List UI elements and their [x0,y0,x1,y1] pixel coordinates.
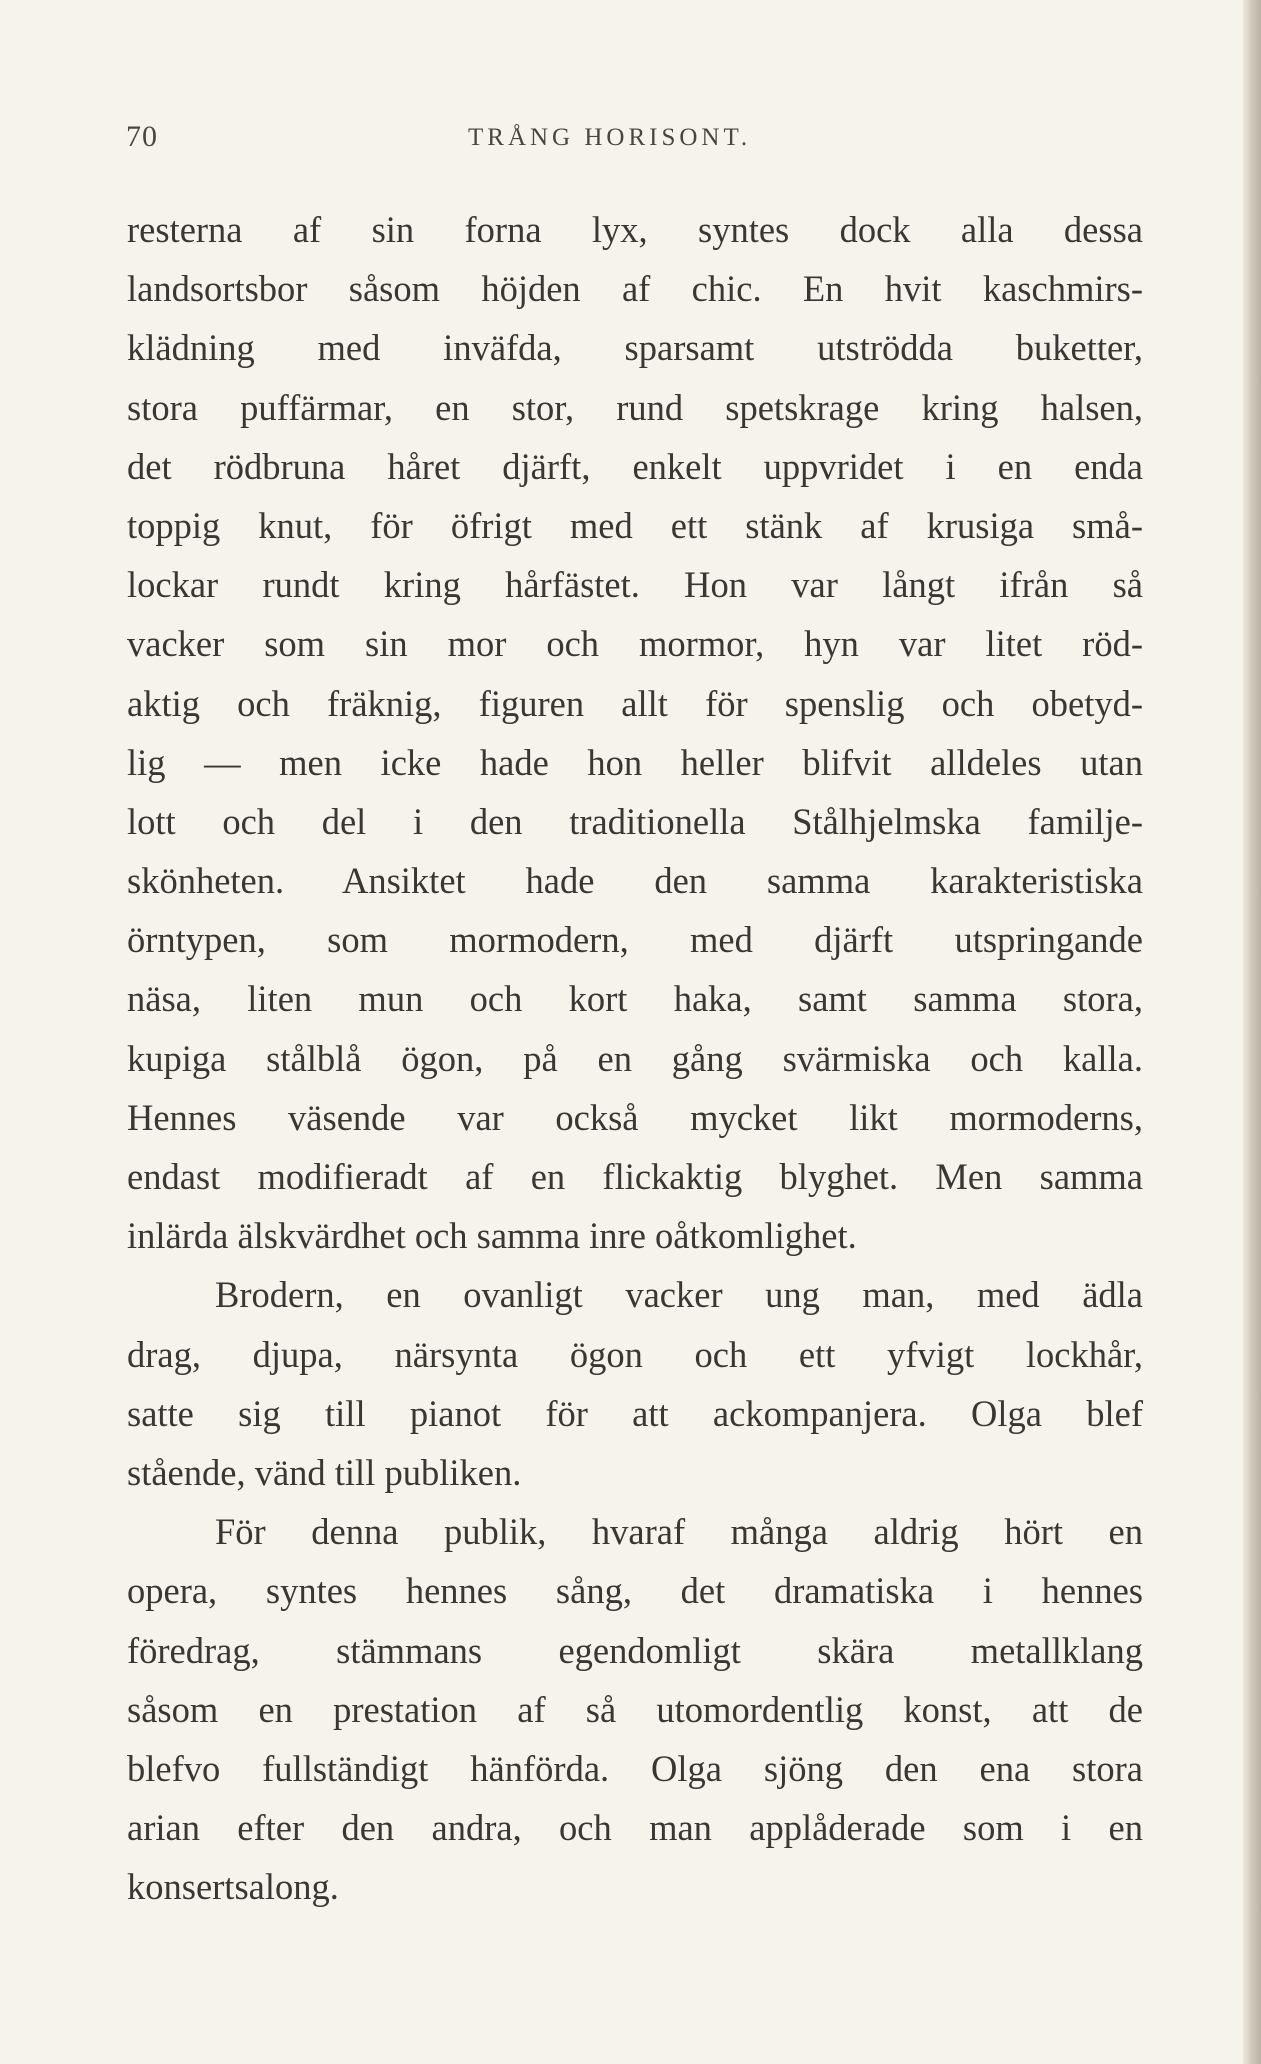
paragraph-end-line: konsertsalong. [127,1866,339,1908]
text-line: Hennes väsende var också mycket likt mormoderns, [127,1096,1143,1138]
page-number: 70 [126,120,158,153]
text-line: vacker som sin mor och mormor, hyn var litet röd- [127,623,1143,665]
text-line: skönheten. Ansiktet hade den samma karakteristiska [127,860,1143,902]
text-line: drag, djupa, närsynta ögon och ett yfvigt lockhår, [127,1333,1143,1375]
page-header [126,120,1146,164]
text-line: såsom en prestation af så utomordentlig konst, att de [127,1688,1143,1730]
text-line: landsortsbor såsom höjden af chic. En hvit kaschmirs- [127,268,1143,310]
text-line: opera, syntes hennes sång, det dramatiska i hennes [127,1570,1143,1612]
text-line: näsa, liten mun och kort haka, samt samma stora, [127,978,1143,1020]
paragraph-start-line: För denna publik, hvaraf många aldrig hört en [215,1511,1143,1553]
text-line: klädning med inväfda, sparsamt utströdda buketter, [127,327,1143,369]
text-line: aktig och fräknig, figuren allt för spenslig och obetyd- [127,682,1143,724]
text-line: kupiga stålblå ögon, på en gång svärmiska och kalla. [127,1037,1143,1079]
text-line: stora puffärmar, en stor, rund spetskrage kring halsen, [127,386,1143,428]
paragraph-end-line: stående, vänd till publiken. [127,1451,522,1493]
text-line: endast modifieradt af en flickaktig blyghet. Men samma [127,1156,1143,1197]
text-line: resterna af sin forna lyx, syntes dock alla dessa [127,209,1143,250]
text-line: föredrag, stämmans egendomligt skära metallklang [127,1629,1143,1671]
page-edge [1243,0,1261,2064]
text-line: lig — men icke hade hon heller blifvit alldeles utan [127,741,1143,783]
text-line: satte sig till pianot för att ackompanjera. Olga blef [127,1392,1143,1434]
running-title: TRÅNG HORISONT. [468,124,752,151]
text-line: arian efter den andra, och man applåderade som i en [127,1807,1143,1849]
text-line: örntypen, som mormodern, med djärft utspringande [127,919,1143,961]
body-text [127,200,1143,1916]
paragraph-start-line: Brodern, en ovanligt vacker ung man, med ädla [215,1274,1143,1316]
paragraph-end-line: inlärda älskvärdhet och samma inre oåtkomlighet. [127,1215,857,1257]
text-line: lott och del i den traditionella Stålhjelmska familje- [127,800,1143,842]
text-line: blefvo fullständigt hänförda. Olga sjöng den ena stora [127,1747,1143,1789]
text-line: det rödbruna håret djärft, enkelt uppvridet i en enda [127,445,1143,487]
text-line: toppig knut, för öfrigt med ett stänk af krusiga små- [127,504,1143,546]
text-line: lockar rundt kring hårfästet. Hon var långt ifrån så [127,564,1143,606]
